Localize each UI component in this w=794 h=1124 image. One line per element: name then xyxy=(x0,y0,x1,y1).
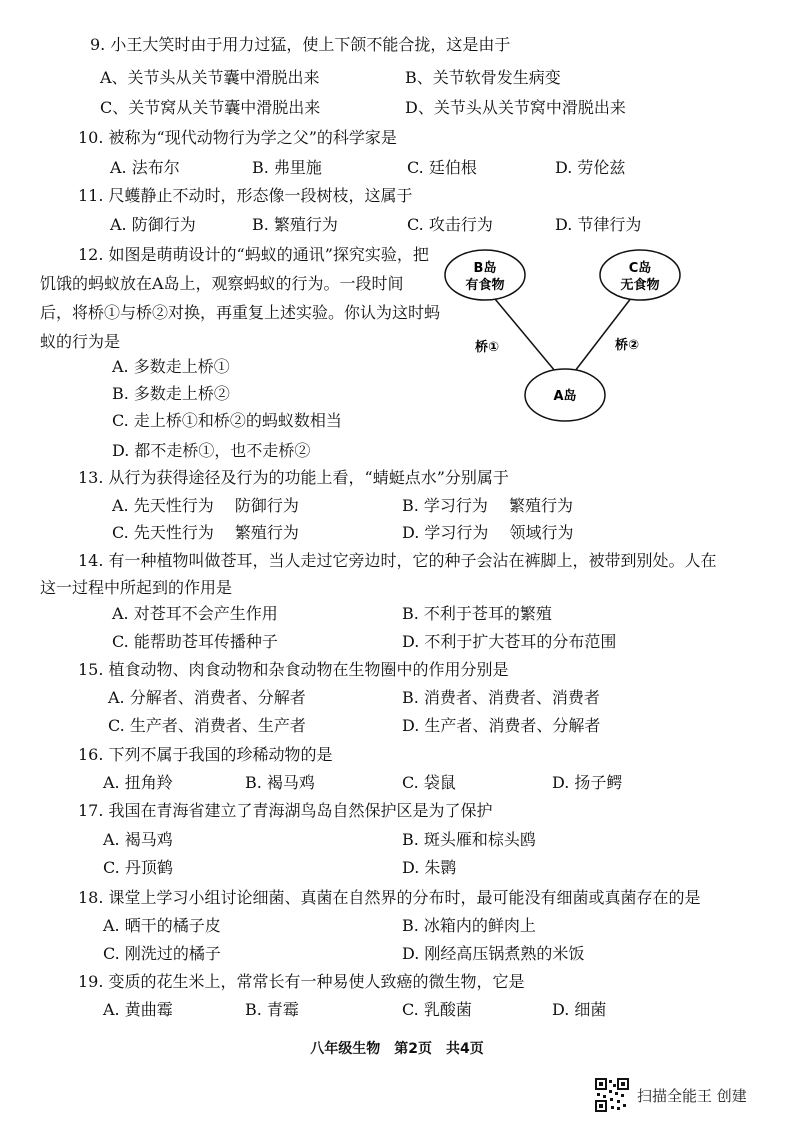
q15-option-c: C. 生产者、消费者、生产者 xyxy=(108,716,306,735)
q13-option-b: B. 学习行为 繁殖行为 xyxy=(402,496,574,515)
q19-stem: 19. 变质的花生米上，常常长有一种易使人致癌的微生物，它是 xyxy=(78,972,525,991)
q15-option-b: B. 消费者、消费者、消费者 xyxy=(402,688,600,707)
q17-option-c: C. 丹顶鹤 xyxy=(103,858,173,877)
q19-option-d: D. 细菌 xyxy=(552,1000,607,1019)
q9-option-b: B、关节软骨发生病变 xyxy=(405,68,561,87)
q18-option-b: B. 冰箱内的鲜肉上 xyxy=(402,916,536,935)
q11-option-d: D. 节律行为 xyxy=(555,215,642,234)
q19-option-a: A. 黄曲霉 xyxy=(103,1000,173,1019)
scanner-watermark xyxy=(595,1078,785,1112)
q18-stem: 18. 课堂上学习小组讨论细菌、真菌在自然界的分布时，最可能没有细菌或真菌存在的是 xyxy=(78,888,701,907)
island-b-label: B岛 xyxy=(473,261,497,276)
q11-option-a: A. 防御行为 xyxy=(110,215,196,234)
q16-stem: 16. 下列不属于我国的珍稀动物的是 xyxy=(78,745,333,764)
q17-option-b: B. 斑头雁和棕头鸥 xyxy=(402,830,536,849)
q14-option-d: D. 不利于扩大苍耳的分布范围 xyxy=(402,632,617,651)
q12-stem-line3: 后，将桥①与桥②对换，再重复上述实验。你认为这时蚂 xyxy=(40,303,441,322)
island-c-food-label: 无食物 xyxy=(620,278,660,293)
q12-stem-line2: 饥饿的蚂蚁放在A岛上，观察蚂蚁的行为。一段时间 xyxy=(40,274,404,293)
qr-code-icon xyxy=(595,1078,629,1112)
q19-option-b: B. 青霉 xyxy=(245,1000,299,1019)
q9-stem: 9. 小王大笑时由于用力过猛，使上下颌不能合拢，这是由于 xyxy=(90,35,511,54)
q17-stem: 17. 我国在青海省建立了青海湖鸟岛自然保护区是为了保护 xyxy=(78,801,493,820)
bridge-1-line xyxy=(490,293,555,371)
q13-option-a: A. 先天性行为 防御行为 xyxy=(112,496,299,515)
ant-bridge-diagram xyxy=(435,245,695,430)
q15-option-a: A. 分解者、消费者、分解者 xyxy=(108,688,306,707)
q17-option-d: D. 朱鹮 xyxy=(402,858,457,877)
q12-stem-line1: 12. 如图是萌萌设计的“蚂蚁的通讯”探究实验，把 xyxy=(78,245,429,264)
bridge-2-line xyxy=(575,293,635,371)
q12-option-c: C. 走上桥①和桥②的蚂蚁数相当 xyxy=(112,411,342,430)
q19-option-c: C. 乳酸菌 xyxy=(402,1000,472,1019)
q14-option-c: C. 能帮助苍耳传播种子 xyxy=(112,632,278,651)
q12-option-b: B. 多数走上桥② xyxy=(112,384,230,403)
q18-option-d: D. 刚经高压锅煮熟的米饭 xyxy=(402,944,585,963)
q14-option-b: B. 不利于苍耳的繁殖 xyxy=(402,604,552,623)
q16-option-a: A. 扭角羚 xyxy=(103,773,173,792)
q15-stem: 15. 植食动物、肉食动物和杂食动物在生物圈中的作用分别是 xyxy=(78,660,509,679)
q12-option-d: D. 都不走桥①，也不走桥② xyxy=(112,441,311,460)
q13-option-c: C. 先天性行为 繁殖行为 xyxy=(112,523,299,542)
q18-option-c: C. 刚洗过的橘子 xyxy=(103,944,221,963)
bridge-1-label: 桥① xyxy=(474,340,500,355)
q14-option-a: A. 对苍耳不会产生作用 xyxy=(112,604,278,623)
q14-stem-line2: 这一过程中所起到的作用是 xyxy=(40,578,233,597)
island-b-food-label: 有食物 xyxy=(465,278,505,293)
q13-option-d: D. 学习行为 领域行为 xyxy=(402,523,574,542)
q13-stem: 13. 从行为获得途径及行为的功能上看，“蜻蜓点水”分别属于 xyxy=(78,468,509,487)
q10-option-d: D. 劳伦兹 xyxy=(555,158,626,177)
q11-stem: 11. 尺蠖静止不动时，形态像一段树枝，这属于 xyxy=(78,186,413,205)
q10-option-b: B. 弗里施 xyxy=(252,158,322,177)
q16-option-d: D. 扬子鳄 xyxy=(552,773,623,792)
island-a-label: A岛 xyxy=(553,389,577,404)
q14-stem-line1: 14. 有一种植物叫做苍耳，当人走过它旁边时，它的种子会沾在裤脚上，被带到别处。人在 xyxy=(78,551,717,570)
q10-option-a: A. 法布尔 xyxy=(110,158,180,177)
q12-stem-line4: 蚁的行为是 xyxy=(40,332,121,351)
q10-option-c: C. 廷伯根 xyxy=(407,158,477,177)
q11-option-b: B. 繁殖行为 xyxy=(252,215,338,234)
q11-option-c: C. 攻击行为 xyxy=(407,215,493,234)
watermark-text: 扫描全能王 创建 xyxy=(637,1086,747,1105)
q9-option-c: C、关节窝从关节囊中滑脱出来 xyxy=(100,98,321,117)
q12-option-a: A. 多数走上桥① xyxy=(112,357,230,376)
q10-stem: 10. 被称为“现代动物行为学之父”的科学家是 xyxy=(78,128,397,147)
island-c-label: C岛 xyxy=(628,261,652,276)
q16-option-b: B. 褐马鸡 xyxy=(245,773,315,792)
q9-option-a: A、关节头从关节囊中滑脱出来 xyxy=(100,68,320,87)
q15-option-d: D. 生产者、消费者、分解者 xyxy=(402,716,601,735)
q18-option-a: A. 晒干的橘子皮 xyxy=(103,916,221,935)
page-footer: 八年级生物 第2页 共4页 xyxy=(310,1041,484,1057)
q16-option-c: C. 袋鼠 xyxy=(402,773,456,792)
bridge-2-label: 桥② xyxy=(614,338,640,353)
q9-option-d: D、关节头从关节窝中滑脱出来 xyxy=(405,98,626,117)
q17-option-a: A. 褐马鸡 xyxy=(103,830,173,849)
